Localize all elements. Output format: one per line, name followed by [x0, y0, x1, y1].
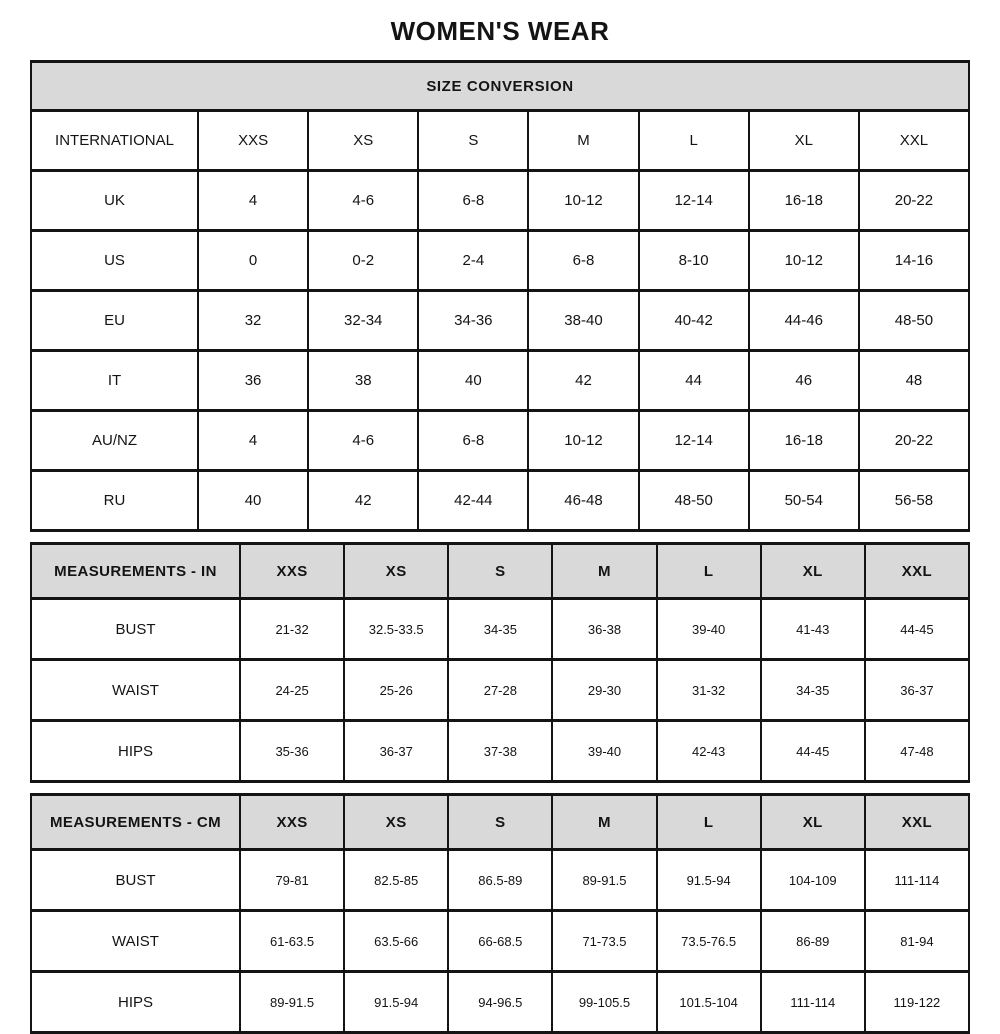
table-cell: 6-8: [418, 171, 528, 231]
table-cell: 44: [639, 351, 749, 411]
table-cell: 12-14: [639, 171, 749, 231]
measurements-in-table: [30, 542, 970, 783]
table-row: [31, 351, 969, 411]
table-cell: 111-114: [761, 972, 865, 1033]
table-cell: 4-6: [308, 171, 418, 231]
table-cell: 81-94: [865, 911, 969, 972]
table-cell: 34-35: [448, 599, 552, 660]
row-label: HIPS: [31, 972, 240, 1033]
table-cell: 25-26: [344, 660, 448, 721]
size-header: L: [639, 111, 749, 171]
row-label: UK: [31, 171, 198, 231]
table-cell: 46-48: [528, 471, 638, 531]
table-cell: 32.5-33.5: [344, 599, 448, 660]
size-header: M: [528, 111, 638, 171]
table-cell: 36: [198, 351, 308, 411]
table-cell: 82.5-85: [344, 850, 448, 911]
table-cell: 56-58: [859, 471, 969, 531]
table-cell: 111-114: [865, 850, 969, 911]
table-cell: 86-89: [761, 911, 865, 972]
table-cell: 20-22: [859, 411, 969, 471]
size-header: S: [418, 111, 528, 171]
table-cell: 42: [528, 351, 638, 411]
table-cell: 37-38: [448, 721, 552, 782]
table-cell: 4: [198, 171, 308, 231]
table-cell: 35-36: [240, 721, 344, 782]
table-cell: 12-14: [639, 411, 749, 471]
table-cell: 94-96.5: [448, 972, 552, 1033]
size-conversion-table: [30, 60, 970, 532]
row-label: US: [31, 231, 198, 291]
table-cell: 20-22: [859, 171, 969, 231]
size-header: XXL: [859, 111, 969, 171]
row-label: IT: [31, 351, 198, 411]
table-cell: 10-12: [528, 171, 638, 231]
size-header: L: [657, 795, 761, 850]
size-header: L: [657, 544, 761, 599]
table-cell: 34-35: [761, 660, 865, 721]
table-cell: 48-50: [859, 291, 969, 351]
table-row: [31, 471, 969, 531]
table-cell: 14-16: [859, 231, 969, 291]
size-header: M: [552, 544, 656, 599]
column-header-row: [31, 111, 969, 171]
table-row: [31, 911, 969, 972]
row-label: WAIST: [31, 660, 240, 721]
table-cell: 32-34: [308, 291, 418, 351]
measurements-cm-table: [30, 793, 970, 1034]
table-cell: 40: [418, 351, 528, 411]
size-header: XL: [761, 544, 865, 599]
table-cell: 6-8: [418, 411, 528, 471]
table-cell: 42-44: [418, 471, 528, 531]
row-label: RU: [31, 471, 198, 531]
size-header: S: [448, 795, 552, 850]
table-cell: 73.5-76.5: [657, 911, 761, 972]
table-cell: 10-12: [528, 411, 638, 471]
table-cell: 21-32: [240, 599, 344, 660]
size-header: XXL: [865, 544, 969, 599]
table-cell: 61-63.5: [240, 911, 344, 972]
row-label: AU/NZ: [31, 411, 198, 471]
size-header: XS: [308, 111, 418, 171]
table-gap: [0, 783, 1000, 793]
table-cell: 71-73.5: [552, 911, 656, 972]
table-row: [31, 411, 969, 471]
row-label: HIPS: [31, 721, 240, 782]
row-label: WAIST: [31, 911, 240, 972]
table-caption-row: [31, 62, 969, 111]
table-row: [31, 721, 969, 782]
table-cell: 44-46: [749, 291, 859, 351]
table-cell: 4-6: [308, 411, 418, 471]
table-cell: 41-43: [761, 599, 865, 660]
table-cell: 63.5-66: [344, 911, 448, 972]
table-cell: 89-91.5: [240, 972, 344, 1033]
table-cell: 34-36: [418, 291, 528, 351]
row-label: EU: [31, 291, 198, 351]
table-cell: 44-45: [761, 721, 865, 782]
table-cell: 89-91.5: [552, 850, 656, 911]
table-row: [31, 231, 969, 291]
table-cell: 29-30: [552, 660, 656, 721]
table-cell: 119-122: [865, 972, 969, 1033]
table-row: [31, 850, 969, 911]
table-cell: 86.5-89: [448, 850, 552, 911]
column-header-row: [31, 795, 969, 850]
table-cell: 104-109: [761, 850, 865, 911]
table-row: [31, 972, 969, 1033]
row-label: BUST: [31, 850, 240, 911]
size-header: XL: [761, 795, 865, 850]
table-cell: 2-4: [418, 231, 528, 291]
table-cell: 50-54: [749, 471, 859, 531]
measurements-in-header: MEASUREMENTS - IN: [31, 544, 240, 599]
size-header: XL: [749, 111, 859, 171]
table-cell: 48-50: [639, 471, 749, 531]
table-row: [31, 660, 969, 721]
table-cell: 42-43: [657, 721, 761, 782]
table-cell: 0: [198, 231, 308, 291]
table-cell: 16-18: [749, 171, 859, 231]
table-cell: 31-32: [657, 660, 761, 721]
size-header: XXL: [865, 795, 969, 850]
table-cell: 0-2: [308, 231, 418, 291]
row-label-header: INTERNATIONAL: [31, 111, 198, 171]
table-cell: 79-81: [240, 850, 344, 911]
size-header: XS: [344, 795, 448, 850]
table-cell: 91.5-94: [344, 972, 448, 1033]
table-cell: 36-37: [865, 660, 969, 721]
table-gap: [0, 532, 1000, 542]
table-cell: 47-48: [865, 721, 969, 782]
column-header-row: [31, 544, 969, 599]
table-cell: 42: [308, 471, 418, 531]
size-header: M: [552, 795, 656, 850]
table-cell: 16-18: [749, 411, 859, 471]
table-cell: 66-68.5: [448, 911, 552, 972]
table-cell: 46: [749, 351, 859, 411]
table-row: [31, 599, 969, 660]
table-cell: 48: [859, 351, 969, 411]
table-cell: 6-8: [528, 231, 638, 291]
table-row: [31, 171, 969, 231]
row-label: BUST: [31, 599, 240, 660]
table-cell: 44-45: [865, 599, 969, 660]
table-cell: 99-105.5: [552, 972, 656, 1033]
size-conversion-header: SIZE CONVERSION: [31, 62, 969, 111]
table-cell: 38-40: [528, 291, 638, 351]
size-header: XXS: [240, 795, 344, 850]
table-cell: 32: [198, 291, 308, 351]
size-header: XXS: [240, 544, 344, 599]
table-cell: 8-10: [639, 231, 749, 291]
table-cell: 38: [308, 351, 418, 411]
table-cell: 10-12: [749, 231, 859, 291]
table-cell: 36-37: [344, 721, 448, 782]
table-cell: 36-38: [552, 599, 656, 660]
table-cell: 27-28: [448, 660, 552, 721]
table-cell: 40-42: [639, 291, 749, 351]
table-cell: 40: [198, 471, 308, 531]
table-cell: 4: [198, 411, 308, 471]
size-header: XXS: [198, 111, 308, 171]
table-cell: 101.5-104: [657, 972, 761, 1033]
size-header: S: [448, 544, 552, 599]
table-row: [31, 291, 969, 351]
page-title: WOMEN'S WEAR: [390, 16, 610, 46]
table-cell: 91.5-94: [657, 850, 761, 911]
table-cell: 24-25: [240, 660, 344, 721]
measurements-cm-header: MEASUREMENTS - CM: [31, 795, 240, 850]
size-header: XS: [344, 544, 448, 599]
table-cell: 39-40: [552, 721, 656, 782]
table-cell: 39-40: [657, 599, 761, 660]
